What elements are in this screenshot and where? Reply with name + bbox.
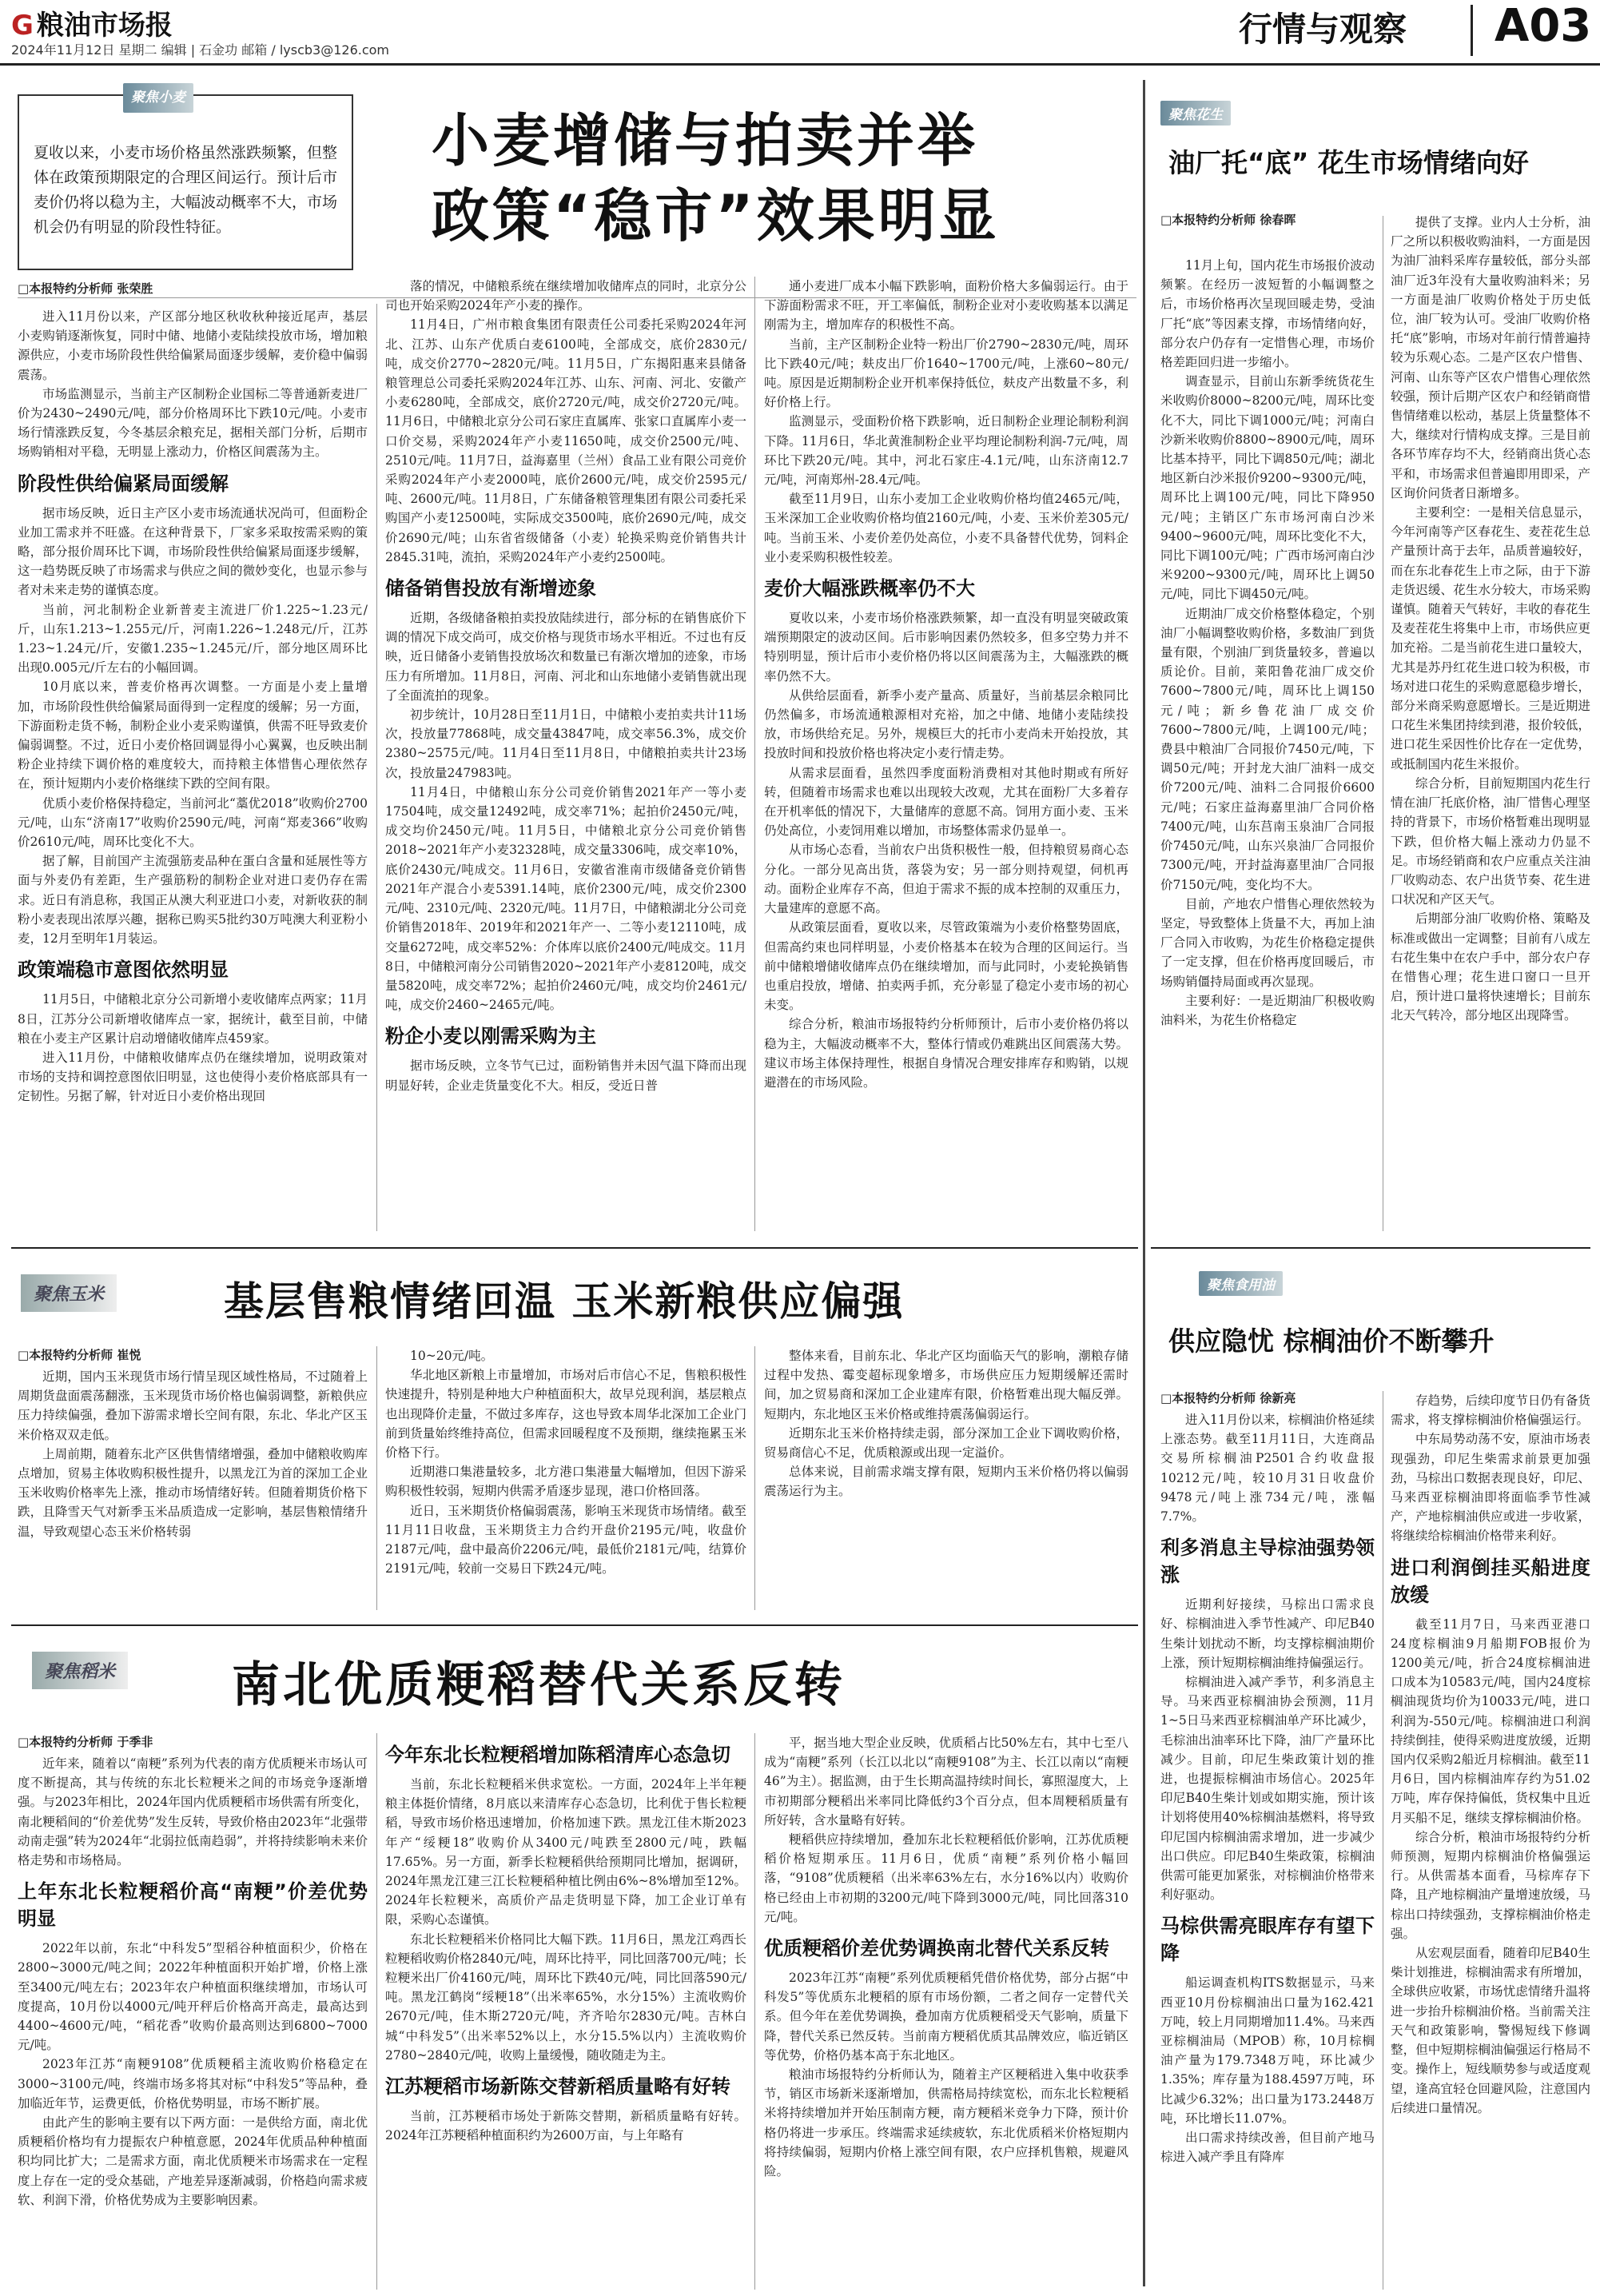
paper-logo: [11, 3, 173, 42]
corn-headline: 基层售粮情绪回温 玉米新粮供应偏强: [224, 1278, 905, 1325]
rice-subhead-3: 江苏粳稻市场新陈交替新稻质量略有好转: [385, 2075, 730, 2099]
palm-headline: 供应隐忧 棕榈油价不断攀升: [1168, 1325, 1495, 1357]
rice-subhead-2: 今年东北长粒粳稻增加陈稻清库心态急切: [385, 1744, 730, 1766]
rice-author: □本报特约分析师 于季非: [18, 1735, 153, 1749]
column-divider: [754, 277, 755, 1231]
rice-headline: 南北优质粳稻替代关系反转: [232, 1657, 846, 1713]
column-divider: [376, 1346, 377, 1610]
paragraph: 近期，国内玉米现货市场行情呈现区域性格局，不过随着上周期货盘面震荡翻涨，玉米现货市场价格也偏弱调整，新粮供应压力持续偏强，叠加下游需求增长空间有限，东北、华北产区玉米价格双双走低。: [18, 1369, 368, 1442]
paragraph: 近期港口集港量较多，北方港口集港量大幅增加，但因下游采购积极性较弱，短期内供需矛盾逐步显现，港口价格回落。: [385, 1465, 746, 1499]
wheat-headline-1: 小麦增储与拍卖并举: [432, 107, 979, 174]
paragraph: 10月底以来，普麦价格再次调整。一方面是小麦上量增加，市场阶段性供给偏紧局面得到一定程度的缓解；另一方面，下游面粉走货不畅，制粉企业小麦采购谨慎，供需不旺导致麦价偏弱调整。不过，近日小麦价格回调显得小心翼翼，也反映出制粉企业持续下调价格的难度较大，而持粮主体惜售心理依然存在，预计短期内小麦价格继续下跌的空间有限。: [18, 680, 368, 791]
paragraph: 进入11月份，中储粮收储库点仍在继续增加，说明政策对市场的支持和调控意图依旧明显，这也使得小麦价格底部具有一定韧性。另据了解，针对近日小麦价格出现回: [18, 1050, 368, 1104]
paragraph: 11月上旬，国内花生市场报价波动频繁。在经历一波短暂的小幅调整之后，市场价格再次呈现回暖走势，受油厂托“底”等因素支撑，市场情绪向好，部分农户仍存有一定惜售心理，市场价格差距回归进一步缩小。: [1160, 258, 1375, 370]
paper-name: 粮油市场报: [36, 10, 173, 42]
paragraph: 粳稻供应持续增加，叠加东北长粒粳稻低价影响，江苏优质粳稻价格短期承压。11月6日，优质“南粳”系列价格小幅回落，“9108”优质粳稻（出米率63%左右，水分16%以内）收购价格已经由上市初期的3200元/吨下降到3000元/吨，同比回落310元/吨。: [764, 1832, 1128, 1924]
paragraph: 上周前期，随着东北产区供售情绪增强，叠加中储粮收购库点增加，贸易主体收购积极性提升，以黑龙江为首的深加工企业玉米收购价格率先上涨，推动市场情绪好转。但随着期货价格下跌，且降雪天气对新季玉米品质造成一定影响，基层售粮情绪升温，导致观望心态玉米价格转弱: [18, 1446, 368, 1539]
paragraph: 初步统计，10月28日至11月1日，中储粮小麦拍卖共计11场次，投放量77868吨，成交量43847吨，成交率56.3%，成交价2380~2575元/吨。11月4日至11月8日，中储粮拍卖共计23场次，投放量247983吨。: [385, 708, 746, 780]
paragraph: 2023年江苏“南粳9108”优质粳稻主流收购价格稳定在3000~3100元/吨，终端市场多将其对标“中科发5”等品种，叠加临近年节，运费更低，价格优势明显，市场不断扩展。: [18, 2057, 368, 2111]
paragraph: 主要利空：一是相关信息显示，今年河南等产区春花生、麦茬花生总产量预计高于去年，品质普遍较好，而在东北春花生上市之际，由于下游走货迟缓、花生水分较大，市场采购谨慎。随着天气转好，丰收的春花生及麦茬花生将集中上市，市场供应更加充裕。二是当前花生进口量较大，尤其是苏丹红花生进口较为积极，市场对进口花生的采购意愿稳步增长，部分米商采购意愿增长。三是近期进口花生米集团持续到港，报价较低，进口花生采因性价比存在一定优势，或抵制国内花生米报价。: [1391, 505, 1590, 771]
paragraph: 落的情况，中储粮系统在继续增加收储库点的同时，北京分公司也开始采购2024年产小麦的操作。: [385, 279, 746, 313]
masthead: [0, 0, 1600, 66]
rice-subhead-4: 优质粳稻价差优势调换南北替代关系反转: [764, 1937, 1109, 1960]
paragraph: 近期油厂成交价格整体稳定，个别油厂小幅调整收购价格，多数油厂到货量有限，个别油厂到货量较多，普遍以质论价。目前，莱阳鲁花油厂成交价7600~7800元/吨，周环比上调150元/吨；新乡鲁花油厂成交价7600~7800元/吨，上调100元/吨；费县中粮油厂合同报价7450元/吨，下调50元/吨；开封龙大油厂油料一成交价7200元/吨、油料二合同报价6600元/吨；石家庄益海嘉里油厂合同价格7400元/吨，山东莒南玉泉油厂合同报价7450元/吨，山东兴泉油厂合同报价7300元/吨，开封益海嘉里油厂合同报价7150元/吨，变化均不大。: [1160, 606, 1375, 892]
paragraph: 目前，产地农户惜售心理依然较为坚定，导致整体上货量不大，再加上油厂合同入市收购，为花生价格稳定提供了一定支撑，但在价格再度回暖后，市场购销僵持局面或再次显现。: [1160, 896, 1375, 989]
paragraph: 当前，主产区制粉企业特一粉出厂价2790~2830元/吨，周环比下跌40元/吨；麸皮出厂价1640~1700元/吨，上涨60~80元/吨。原因是近期制粉企业开机率保持低位，麸皮产出数量不多，利好价格上行。: [764, 337, 1128, 410]
corn-top-rule: [11, 1247, 1138, 1249]
column-divider: [754, 1733, 755, 2290]
paragraph: 东北长粒粳稻米价格同比大幅下跌。11月6日，黑龙江鸡西长粒粳稻收购价格2840元/吨，周环比持平，同比回落700元/吨；长粒粳米出厂价4160元/吨，周环比下跌40元/吨，同比回落590元/吨。黑龙江鹤岗“绥粳18”（出米率65%，水分15%）主流收购价2670元/吨，佳木斯2720元/吨，齐齐哈尔2830元/吨。吉林白城“中科发5”（出米率52%以上，水分15.5%以内）主流收购价2780~2840元/吨，收购上量缓慢，随收随走为主。: [385, 1931, 746, 2063]
paragraph: 近期利好接续，马棕出口需求良好、棕榈油进入季节性减产、印尼B40生柴计划扰动不断，均支撑棕榈油期价上涨，预计短期棕榈油维持偏强运行。: [1160, 1597, 1375, 1670]
paragraph: 据市场反映，立冬节气已过，面粉销售并未因气温下降而出现明显好转，企业走货量变化不大。相反，受近日普: [385, 1058, 746, 1093]
wheat-subhead-5: 麦价大幅涨跌概率仍不大: [764, 577, 975, 600]
wheat-author: □本报特约分析师 张荣胜: [18, 281, 153, 296]
paragraph: 近期东北玉米价格持续走弱，部分深加工企业下调收购价格，贸易商信心不足，优质粮源或出现一定溢价。: [764, 1425, 1128, 1461]
paragraph: 出口需求持续改善，但目前产地马棕进入减产季且有降库: [1160, 2131, 1375, 2165]
paragraph: 后期部分油厂收购价格、策略及标准或做出一定调整；目前有八成左右花生集中在农户手中，部分农户存在惜售心理；花生进口窗口一旦开启，预计进口量将快速增长；目前东北天气转冷，部分地区出现降雪。: [1391, 911, 1590, 1023]
palm-subhead-3: 进口利润倒挂买船进度放缓: [1391, 1556, 1590, 1606]
paragraph: 存趋势，后续印度节日仍有备货需求，将支撑棕榈油价格偏强运行。: [1391, 1393, 1590, 1428]
wheat-column-1: [18, 307, 368, 1234]
paragraph: 进入11月份以来，棕榈油价格延续上涨态势。截至11月11日，大连商品交易所棕榈油P2501合约收盘报10212元/吨，较10月31日收盘价9478元/吨上涨734元/吨，涨幅7.7%。: [1160, 1413, 1375, 1525]
paragraph: 中东局势动荡不安，原油市场表现强劲，印尼生柴需求前景更加强劲，马棕出口数据表现良好，印尼、马来西亚棕榈油即将面临季节性减产，产地棕榈油供应或进一步收紧，将继续给棕榈油价格带来利好。: [1391, 1432, 1590, 1544]
paragraph: 调查显示，目前山东新季统货花生米收购价8000~8200元/吨，周环比变化不大，同比下调1000元/吨；河南白沙新米收购价8800~8900元/吨，周环比基本持平，同比下调850元/吨；湖北地区新白沙米报价9200~9300元/吨，周环比上调100元/吨，同比下降950元/吨；主销区广东市场河南白沙米9400~9600元/吨，周环比变化不大，同比下调100元/吨；广西市场河南白沙米9200~9300元/吨，周环比上调50元/吨，同比下调450元/吨。: [1160, 374, 1375, 602]
paragraph: 从市场心态看，当前农户出货积极性一般，但持粮贸易商心态分化。一部分见高出货，落袋为安；另一部分则持观望，伺机再动。面粉企业库存不高，但迫于需求不振的成本控制的双重压力，大量建库的意愿不高。: [764, 843, 1128, 916]
rice-column-1: [18, 1754, 368, 2290]
paragraph: 11月4日，中储粮山东分公司竞价销售2021年产一等小麦17504吨，成交量12492吨，成交率71%；起拍价2450元/吨，成交均价2450元/吨。11月5日，中储粮北京分公司竞价销售2018~2021年产小麦32328吨，成交量3306吨，成交率10%，底价2430元/吨成交。11月6日，安徽省淮南市级储备竞价销售2021年产混合小麦5391.14吨，底价2300元/吨，成交价2300元/吨、2310元/吨、2320元/吨。11月7日，中储粮湖北分公司竞价销售2018年、2019年和2021年产一、二等小麦12110吨，成交量6272吨，成交率52%：介体库以底价2400元/吨成交。11月8日，中储粮河南分公司销售2020~2021年产小麦8120吨，成交量5820吨，成交率72%；起拍价2460元/吨，成交均价2461元/吨，成交价2460~2465元/吨。: [385, 784, 746, 1013]
paragraph: 从政策层面看，夏收以来，尽管政策端为小麦价格整势固底，但需高约束也同样明显，小麦价格基本在较为合理的区间运行。当前中储粮增储收储库点仍在继续增加，而与此同时，小麦轮换销售也重启投放，增储、拍卖两手抓，充分彰显了稳定小麦市场的初心未变。: [764, 920, 1128, 1013]
page-number: A03: [1495, 0, 1592, 52]
paragraph: 通小麦进厂成本小幅下跌影响，面粉价格大多偏弱运行。由于下游面粉需求不旺，开工率偏低，制粉企业对小麦收购基本以满足刚需为主，增加库存的积极性不高。: [764, 279, 1128, 333]
palm-subhead-1: 利多消息主导棕油强势领涨: [1160, 1537, 1375, 1587]
rice-column-3: [764, 1733, 1128, 2290]
wheat-subhead-2: 政策端稳市意图依然明显: [18, 959, 229, 982]
paragraph: 棕榈油进入减产季节，利多消息主导。马来西亚棕榈油协会预测，11月1~5日马来西亚棕榈油单产环比减少，毛棕油出油率环比下降，油厂产量环比减少。目前，印尼生柴政策计划的推进，也提振棕榈油市场信心。2025年印尼B40生柴计划或如期实施，预计该计划将使用40%棕榈油基燃料，将导致印尼国内棕榈油需求增加，进一步减少出口供应。印尼B40生柴政策，棕榈油供需可能更加紧张，对棕榈油价格带来利好驱动。: [1160, 1675, 1375, 1903]
paragraph: 进入11月份以来，产区部分地区秋收秋种接近尾声，基层小麦购销逐渐恢复，同时中储、地储小麦陆续投放市场，增加粮源供应，小麦市场阶段性供给偏紧局面逐步缓解，麦价稳中偏弱震荡。: [18, 309, 368, 382]
paragraph: 优质小麦价格保持稳定，当前河北“藁优2018”收购价2700元/吨，山东“济南17”收购价2590元/吨，河南“郑麦366”收购价2610元/吨，周环比变化不大。: [18, 795, 368, 850]
paragraph: 华北地区新粮上市量增加，市场对后市信心不足，售粮积极性快速提升，特别是种地大户种植面积大，故早兑现利润，基层粮点也出现降价走量，不做过多库存，这也导致本周华北深加工企业门前到货量始终维持高位，但需求回暖程度不及预期，继续拖累玉米价格下行。: [385, 1368, 746, 1461]
peanut-column-1: [1160, 256, 1375, 1234]
palm-column-1: [1160, 1410, 1375, 2290]
wheat-tag: 聚焦小麦: [123, 83, 193, 113]
column-divider: [754, 1346, 755, 1610]
wheat-subhead-3: 储备销售投放有渐增迹象: [385, 577, 596, 600]
paragraph: 近日，玉米期货价格偏弱震荡，影响玉米现货市场情绪。截至11月11日收盘，玉米期货主力合约开盘价2195元/吨，收盘价2187元/吨，盘中最高价2206元/吨，最低价2181元/吨，结算价2191元/吨，较前一交易日下跌24元/吨。: [385, 1503, 746, 1577]
paragraph: 2022年以前，东北“中科发5”型稻谷种植面积少，价格在2800~3000元/吨之间；2022年种植面积开始扩增，价格上涨至3400元/吨左右；2023年农户种植面积继续增加，市场认可度提高，10月份以4000元/吨开秤后价格高开高走，最高达到4400~4600元/吨，“稻花香”收购价最高则达到6800~7000元/吨。: [18, 1941, 368, 2053]
rice-tag: 聚焦稻米: [32, 1652, 128, 1689]
rice-subhead-1: 上年东北长粒粳稻价高“南粳”价差优势明显: [18, 1880, 368, 1931]
paragraph: 综合分析，粮油市场报特约分析师预计，后市小麦价格仍将以稳为主，大幅波动概率不大，整体行情或仍难跳出区间震荡大势。建议市场主体保持理性，根据自身情况合理安排库存和购销，以规避潜在的市场风险。: [764, 1017, 1128, 1090]
paragraph: 近期，各级储备粮拍卖投放陆续进行，部分标的在销售底价下调的情况下成交尚可，成交价格与现货市场水平相近。不过也有反映，近日储备小麦销售投放场次和数量已有渐次增加的迹象，市场压力有所增加。11月8日，河南、河北和山东地储小麦销售就出现了全面流拍的现象。: [385, 611, 746, 703]
palm-top-rule: [1151, 1247, 1590, 1249]
header-divider: [1471, 5, 1473, 56]
rice-column-2: [385, 1733, 746, 2290]
column-divider: [376, 1733, 377, 2290]
paragraph: 当前，江苏粳稻市场处于新陈交替期，新稻质量略有好转。2024年江苏粳稻种植面积约为2600万亩，与上年略有: [385, 2109, 746, 2143]
column-divider: [376, 304, 377, 1231]
paragraph: 11月4日，广州市粮食集团有限责任公司委托采购2024年河北、江苏、山东产优质白麦6100吨，全部成交，底价2830元/吨，成交价2770~2820元/吨。11月5日，广东揭阳惠来县储备粮管理总公司委托采购2024年江苏、山东、河南、河北、安徽产小麦6280吨，全部成交，底价2720元/吨，成交价2720元/吨。11月6日，中储粮北京分公司石家庄直属库、张家口直属库小麦一口价交易，采购2024年产小麦11650吨，成交价2500元/吨、2510元/吨。11月7日，益海嘉里（兰州）食品工业有限公司竞价采购2024年产小麦2000吨，底价2600元/吨，成交价2595元/吨、2600元/吨。11月8日，广东储备粮管理集团有限公司委托采购国产小麦12500吨，实际成交3500吨，底价2690元/吨，成交价2690元/吨；山东省省级储备（小麦）轮换采购竞价销售共计2845.31吨，流拍，采购2024年产小麦约2500吨。: [385, 317, 746, 564]
corn-author: □本报特约分析师 崔悦: [18, 1348, 141, 1362]
paragraph: 夏收以来，小麦市场价格涨跌频繁，却一直没有明显突破政策端预期限定的波动区间。后市影响因素仍然较多，但多空势力并不特别明显，预计后市小麦价格仍将以区间震荡为主，大幅涨跌的概率仍然不大。: [764, 611, 1128, 684]
rice-top-rule: [11, 1624, 1138, 1626]
paragraph: 11月5日，中储粮北京分公司新增小麦收储库点两家；11月8日，江苏分公司新增收储库点一家，据统计，截至目前，中储粮在小麦主产区累计启动增储收储库点459家。: [18, 992, 368, 1046]
logo-mark-icon: G: [11, 10, 34, 42]
paragraph: 市场监测显示，当前主产区制粉企业国标二等普通新麦进厂价为2430~2490元/吨，部分价格周环比下跌10元/吨。小麦市场行情涨跌反复，今冬基层余粮充足，据相关部门分析，后期市场购销相对平稳，无明显上涨动力，价格区间震荡为主。: [18, 386, 368, 460]
section-title: 行情与观察: [1239, 10, 1407, 49]
corn-column-1: [18, 1367, 368, 1607]
paragraph: 从供给层面看，新季小麦产量高、质量好，当前基层余粮同比仍然偏多，市场流通粮源相对充裕，加之中储、地储小麦陆续投放，市场供给充足。另外，规模巨大的托市小麦尚未开始投放，其投放时间和投放价格也将决定小麦行情走势。: [764, 688, 1128, 761]
peanut-headline: 油厂托“底” 花生市场情绪向好: [1168, 147, 1529, 178]
paragraph: 截至11月9日，山东小麦加工企业收购价格均值2465元/吨，玉米深加工企业收购价格均值2160元/吨，小麦、玉米价差305元/吨。当前玉米、小麦价差仍处高位，小麦不具备替代优势，饲料企业小麦采购积极性较差。: [764, 492, 1128, 564]
corn-column-3: [764, 1346, 1128, 1610]
paragraph: 综合分析，目前短期国内花生行情在油厂托底价格，油厂惜售心理坚持的背景下，市场价格暂难出现明显下跌，但价格大幅上涨动力仍显不足。市场经销商和农户应重点关注油厂收购动态、农户出货节奏、花生进口状况和产区天气。: [1391, 775, 1590, 907]
paragraph: 从需求层面看，虽然四季度面粉消费相对其他时期或有所好转，但随着市场需求也难以出现较大改观，尤其在面粉厂大多着存在开机率低的情况下，大量储库的意愿不高。饲用方面小麦、玉米仍处高位，小麦饲用难以增加，市场整体需求仍显单一。: [764, 765, 1128, 839]
paragraph: 主要利好：一是近期油厂积极收购油料米，为花生价格稳定: [1160, 993, 1375, 1027]
wheat-column-2: [385, 277, 746, 1234]
paragraph: 总体来说，目前需求端支撑有限，短期内玉米价格仍将以偏弱震荡运行为主。: [764, 1465, 1128, 1499]
paragraph: 据了解，目前国产主流强筋麦品种在蛋白含量和延展性等方面与外麦仍有差距，生产强筋粉的制粉企业对进口麦仍存在需求。近日有消息称，我国正从澳大利亚进口小麦，对新收获的制粉小麦表现出浓厚兴趣，据称已购买5批约30万吨澳大利亚粉小麦，12月至明年1月装运。: [18, 854, 368, 947]
main-vertical-divider: [1143, 80, 1145, 2286]
wheat-headline-2: 政策“稳市”效果明显: [432, 182, 1000, 249]
peanut-column-2: [1391, 213, 1590, 1234]
issue-meta: 2024年11月12日 星期二 编辑 | 石金功 邮箱 / lyscb3@126.com: [11, 42, 390, 58]
paragraph: 近年来，随着以“南粳”系列为代表的南方优质粳米市场认可度不断提高，其与传统的东北长粒粳米之间的市场竞争逐渐增强。与2023年相比，2024年国内优质粳稻市场供需有所变化，南北粳稻间的“价差优势”发生反转，导致价格由2023年“北强带动南走强”转为2024年“北弱拉低南趋弱”，并将持续影响未来价格走势和市场格局。: [18, 1756, 368, 1868]
palm-column-2: [1391, 1391, 1590, 2290]
paragraph: 综合分析，粮油市场报特约分析师预测，短期内棕榈油价格偏强运行。从供需基本面看，马棕库存下降，且产地棕榈油产量增速放缓，马棕出口持续强劲，支撑棕榈油价格走强。: [1391, 1829, 1590, 1941]
paragraph: 当前，河北制粉企业新普麦主流进厂价1.225~1.23元/斤，山东1.213~1.255元/斤，河南1.226~1.248元/斤，江苏1.23~1.24元/斤，安徽1.235~1.245元/斤，部分地区周环比出现0.005元/斤左右的小幅回调。: [18, 602, 368, 676]
wheat-lead-box: [18, 90, 353, 270]
paragraph: 据市场反映，近日主产区小麦市场流通状况尚可，但面粉企业加工需求并不旺盛。在这种背景下，厂家多采取按需采购的策略，部分报价周环比下调，市场阶段性供给偏紧局面逐步缓解，这一趋势既反映了市场需求与供应之间的微妙变化，也显示参与者对未来走势的谨慎态度。: [18, 505, 368, 598]
wheat-column-3: [764, 277, 1128, 1234]
paragraph: 提供了支撑。业内人士分析，油厂之所以积极收购油料，一方面是因为油厂油料采库存量较低，部分头部油厂近3年没有大量收购油料米；另一方面是油厂收购价格处于历史低位，油厂较为认可。受油厂收购价格托“底”影响，市场对年前行情普遍持较为乐观心态。二是产区农户惜售、河南、山东等产区农户惜售心理依然较强，预计后期产区农户和经销商惜售情绪难以松动，基层上货量整体不大，继续对行情构成支撑。三是目前各环节库存均不大，经销商出货心态平和，市场需求但普遍即用即采，产区询价问货者日渐增多。: [1391, 215, 1590, 500]
palm-subhead-2: 马棕供需亮眼库存有望下降: [1160, 1915, 1375, 1965]
palm-author: □本报特约分析师 徐新亮: [1160, 1391, 1296, 1405]
wheat-subhead-4: 粉企小麦以刚需采购为主: [385, 1025, 596, 1048]
paragraph: 监测显示，受面粉价格下跌影响，近日制粉企业理论制粉利润下降。11月6日，华北黄淮制粉企业平均理论制粉利润-7元/吨，周环比下跌20元/吨。其中，河北石家庄-4.1元/吨，山东济南12.7元/吨，河南郑州-28.4元/吨。: [764, 414, 1128, 488]
paragraph: 当前，东北长粒粳稻米供求宽松。一方面，2024年上半年粳粮主体挺价情绪，8月底以来清库存心态急切，比利优于售长粒粳稻，导致市场价格迅速增加，价格加速下跌。黑龙江佳木斯2023年产“绥粳18”收购价从3400元/吨跌至2800元/吨，跌幅17.65%。另一方面，新季长粒粳稻供给预期同比增加，据调研，2024年黑龙江建三江长粒粳稻种植比例由6%~8%增加至12%。2024年长粒粳米，高质价产品走货明显下降，加工企业订单有限，采购心态谨慎。: [385, 1777, 746, 1927]
paragraph: 截至11月7日，马来西亚港口24度棕榈油9月船期FOB报价为1200美元/吨，折合24度棕榈油进口成本为10583元/吨，国内24度棕榈油现货均价为10033元/吨，进口利润为-550元/吨。棕榈油进口利润持续倒挂，使得采购进度放缓，近期国内仅采购2船近月棕榈油。截至11月6日，国内棕榈油库存约为51.02万吨，库存保持偏低，货权集中且近月买船不足，继续支撑棕榈油价格。: [1391, 1616, 1590, 1825]
corn-tag: 聚焦玉米: [21, 1274, 117, 1312]
palm-tag: 聚焦食用油: [1199, 1271, 1283, 1296]
wheat-lead-text: 夏收以来，小麦市场价格虽然涨跌频繁，但整体在政策预期限定的合理区间运行。预计后市麦价仍将以稳为主，大幅波动概率不大，市场机会仍有明显的阶段性特征。: [34, 144, 338, 236]
wheat-subhead-1: 阶段性供给偏紧局面缓解: [18, 472, 229, 495]
paragraph: 从宏观层面看，随着印尼B40生柴计划推进，棕榈油需求有所增加，全球供应收紧，市场忧虑情绪升温将进一步抬升棕榈油价格。当前需关注天气和政策影响，警惕短线下修调整，但中短期棕榈油偏强运行格局不变。操作上，短线顺势参与或适度观望，逢高宜轻仓回避风险，注意国内后续进口量情况。: [1391, 1946, 1590, 2115]
paragraph: 2023年江苏“南粳”系列优质粳稻凭借价格优势，部分占据“中科发5”等优质东北粳稻的原有市场份额，二者之间存一定替代关系。但今年在差优势调换，叠加南方优质粳稻受天气影响，质量下降，替代关系已然反转。当前南方粳稻优质其品牌效应，临近销区等优势，价格仍基本高于东北地区。: [764, 1971, 1128, 2063]
paragraph: 船运调查机构ITS数据显示，马来西亚10月份棕榈油出口量为162.421万吨，较上月同期增加11.4%。马来西亚棕榈油局（MPOB）称，10月棕榈油产量为179.7348万吨，环比减少1.35%；库存量为188.4597万吨，环比减少6.32%；出口量为173.2448万吨，环比增长11.07%。: [1160, 1975, 1375, 2126]
peanut-tag: 聚焦花生: [1160, 101, 1231, 126]
corn-column-2: [385, 1346, 746, 1610]
paragraph: 粮油市场报特约分析师认为，随着主产区粳稻进入集中收获季节，销区市场新米逐渐增加，供需格局持续宽松，而东北长粒粳稻米将持续增加并开始压制南方粳，南方粳稻米竞争力下降，预计价格仍将进一步承压。终端需求延续疲软，东北优质稻米价格短期内将持续偏弱，短期内价格上涨空间有限，农户应择机售粮，规避风险。: [764, 2067, 1128, 2179]
paragraph: 由此产生的影响主要有以下两方面：一是供给方面，南北优质粳稻价格均有力提振农户种植意愿，2024年优质品种种植面积均同比扩大；二是需求方面，南北优质粳米市场需求在一定程度上存在一定的受众基础，产地差异逐渐减弱，价格趋向需求疲软、利润下滑，价格优势成为主要影响因素。: [18, 2115, 368, 2207]
paragraph: 10~20元/吨。: [410, 1349, 494, 1363]
paragraph: 平，据当地大型企业反映，优质稻占比50%左右，其中七至八成为“南粳”系列（长江以北以“南粳9108”为主、长江以南以“南粳46”为主）。据监测，由于生长期高温持续时间长，寡照湿度大，上市初期部分粳稻出米率同比降低约3个百分点，但本周粳稻质量有所好转，含水量略有好转。: [764, 1736, 1128, 1828]
paragraph: 整体来看，目前东北、华北产区均面临天气的影响，潮粮存储过程中发热、霉变超标现象增多，市场供应压力短期缓解还需时间，加之贸易商和深加工企业建库有限，价格暂难出现大幅反弹。短期内，东北地区玉米价格或维持震荡偏弱运行。: [764, 1349, 1128, 1421]
peanut-author: □本报特约分析师 徐春晖: [1160, 213, 1296, 227]
